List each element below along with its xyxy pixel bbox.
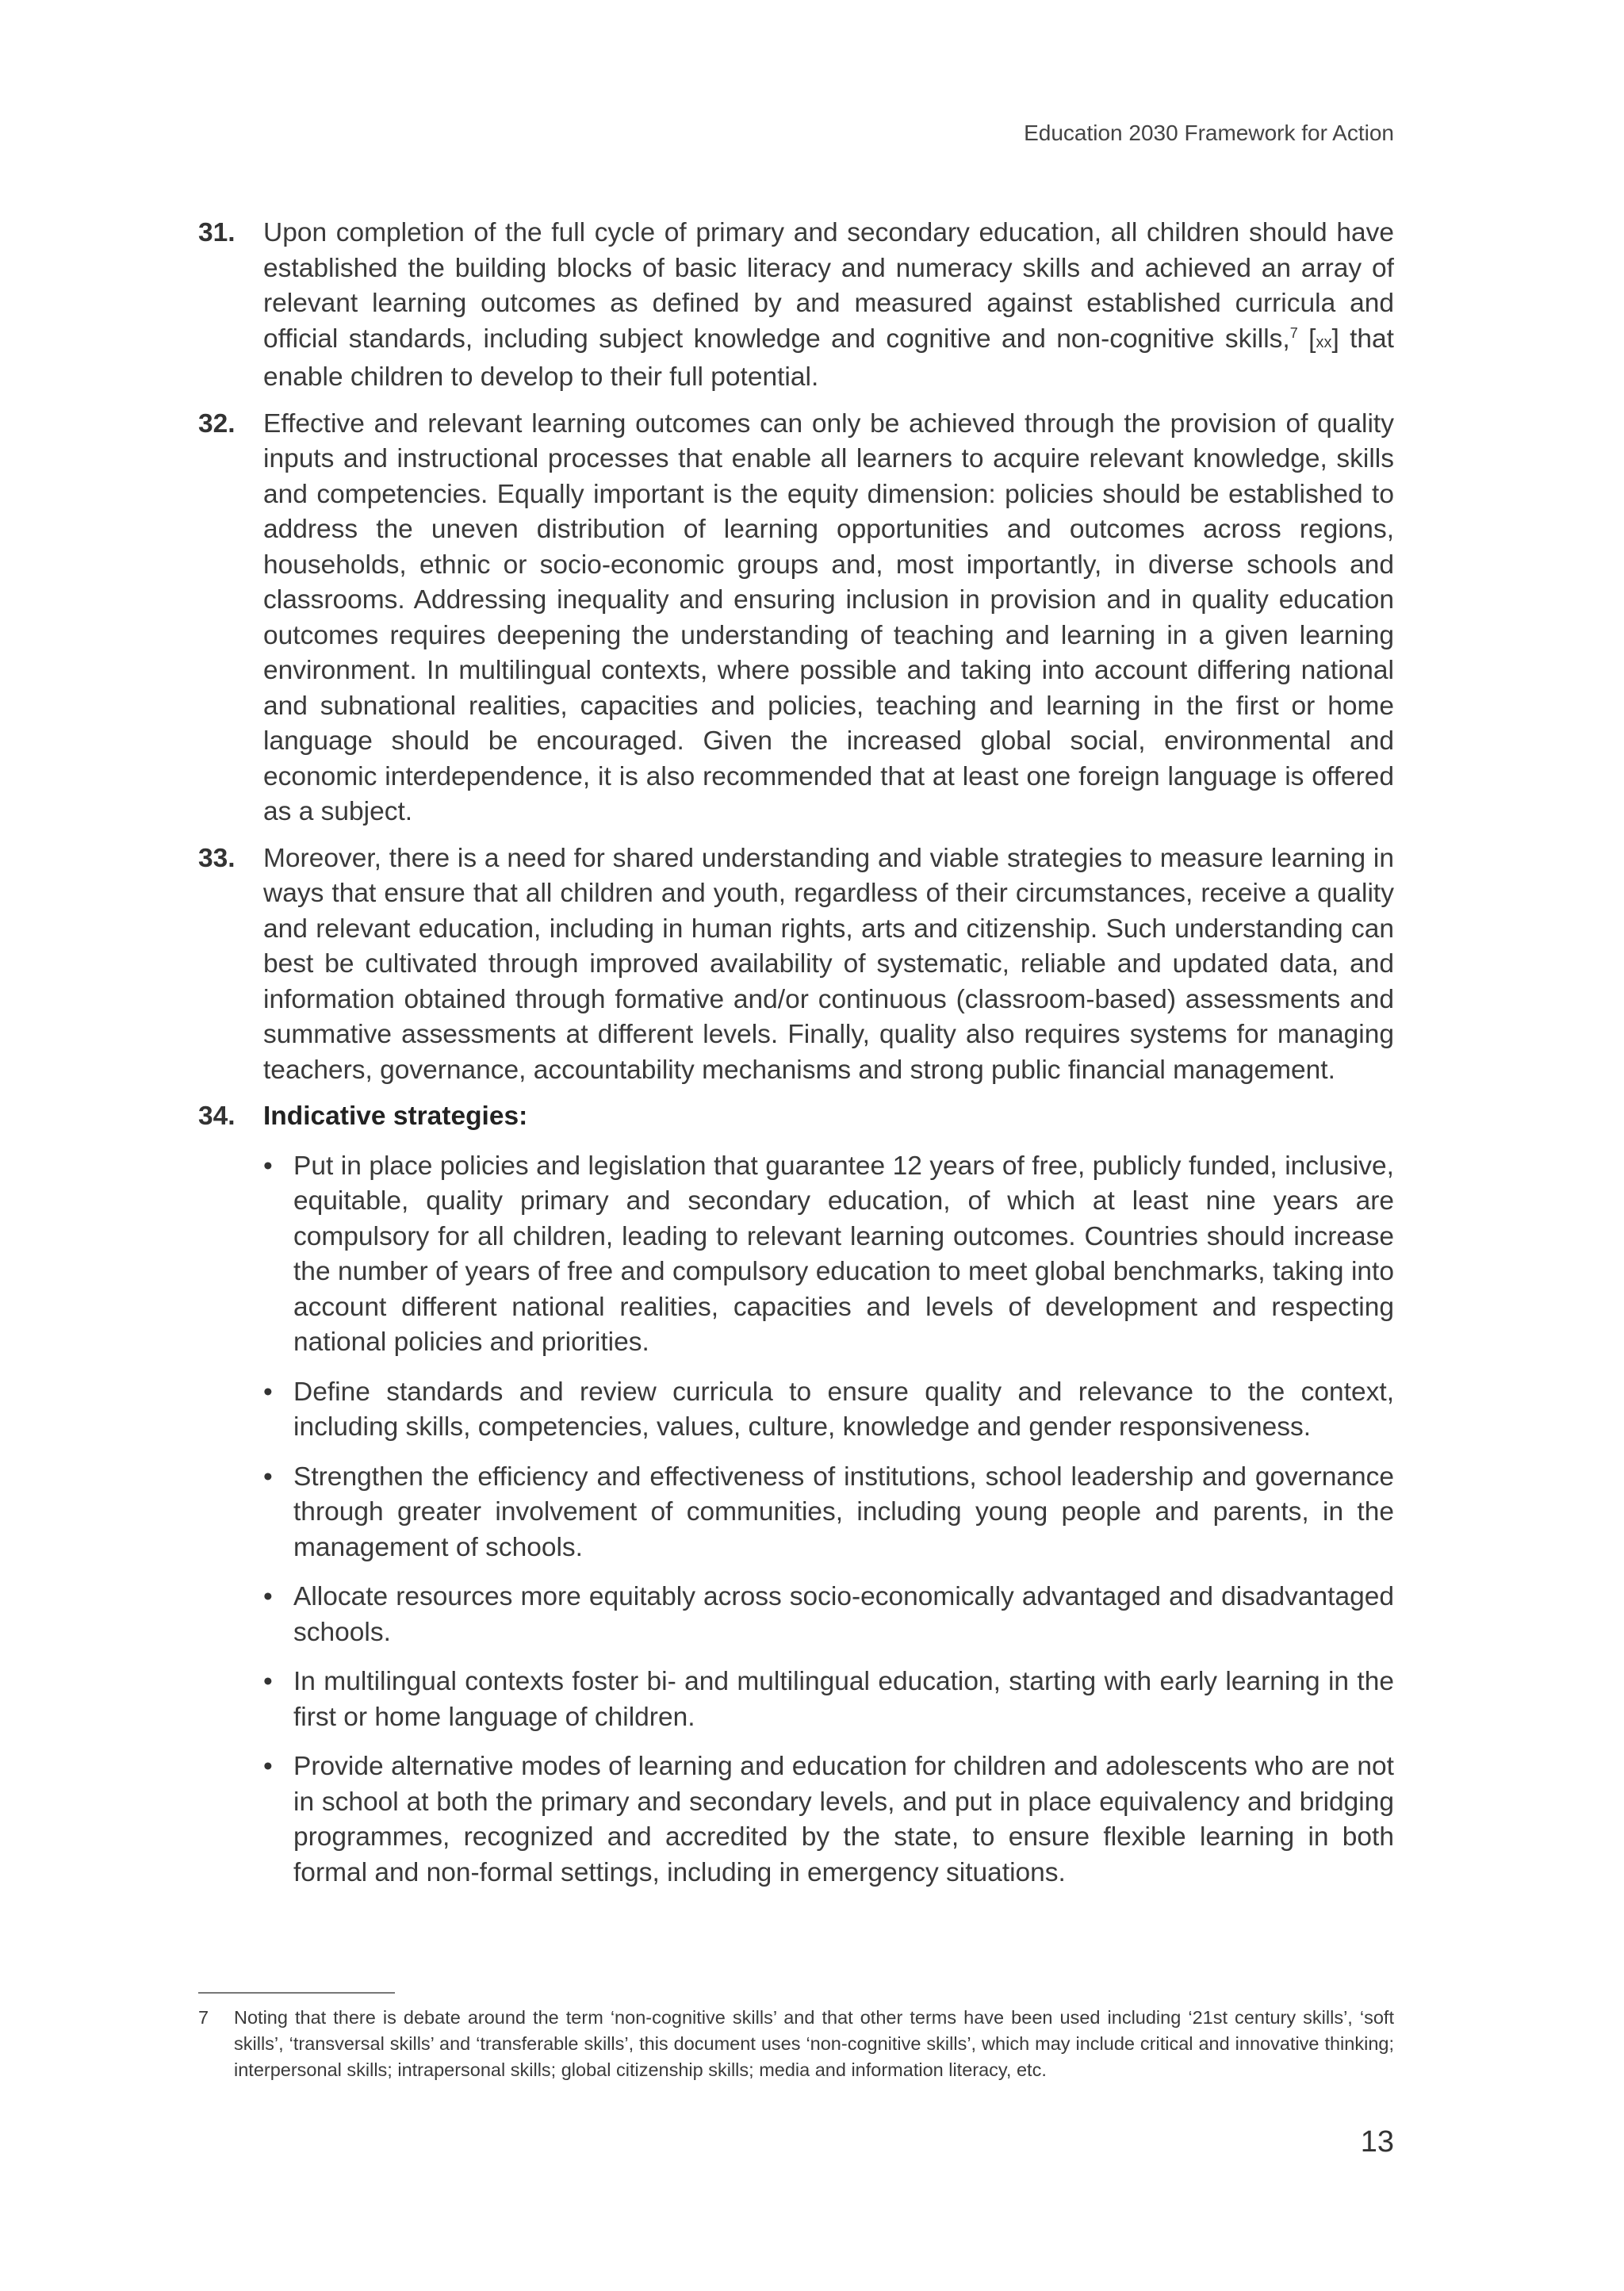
list-item: [263, 1149, 1394, 1361]
placeholder-mark: xx: [1316, 333, 1332, 351]
paragraph-31: [198, 216, 1394, 396]
footnote-number: 7: [198, 2007, 209, 2028]
paragraph-33: [198, 841, 1394, 1089]
list-item: [263, 1749, 1394, 1891]
body-text: [198, 216, 1394, 1905]
list-item-text: Provide alternative modes of learning and education for children and adolescents who are not in school at both the primary and secondary levels, and put in place equivalency and bridging programmes, recognized and accredited by the state, to ensure flexible learning in both formal and non-formal settings, including in emergency situations.: [293, 1752, 1394, 1887]
bullet-icon: •: [263, 1582, 273, 1611]
list-item-text: In multilingual contexts foster bi- and multilingual education, starting with early learning in the first or home language of children.: [293, 1667, 1394, 1732]
list-item-text: Define standards and review curricula to ensure quality and relevance to the context, including skills, competencies, values, culture, knowledge and gender responsiveness.: [293, 1377, 1394, 1442]
footnote-divider: [198, 1992, 395, 1994]
paragraph-number: 32.: [198, 408, 236, 439]
footnote: [198, 2005, 1394, 2083]
page-number: 13: [1360, 2125, 1394, 2159]
paragraph-34: [198, 1099, 1394, 1135]
bullet-icon: •: [263, 1151, 273, 1181]
paragraph-number: 34.: [198, 1101, 236, 1131]
paragraph-text: Upon completion of the full cycle of primary and secondary education, all children should have established the building blocks of basic literacy and numeracy skills and achieved an array of relevant learning outcomes as defined by and measured against established curricula and official standards, including subject knowledge and cognitive and non-cognitive skills,: [263, 218, 1394, 354]
list-item-text: Allocate resources more equitably across socio-economically advantaged and disadvantaged schools.: [293, 1582, 1394, 1647]
paragraph-32: [198, 407, 1394, 830]
list-item-text: Put in place policies and legislation that guarantee 12 years of free, publicly funded, inclusive, equitable, quality primary and secondary education, of which at least nine years are compulsory for all children, leading to relevant learning outcomes. Countries should increase the number of years of free and compulsory education to meet global benchmarks, taking into account different national realities, capacities and levels of development and respecting national policies and priorities.: [293, 1151, 1394, 1357]
footnote-reference[interactable]: 7: [1289, 324, 1298, 341]
bullet-icon: •: [263, 1462, 273, 1492]
paragraph-text: Moreover, there is a need for shared understanding and viable strategies to measure learning in ways that ensure that all children and youth, regardless of their circumstances, receive a quality and relevant education, including in human rights, arts and citizenship. Such understanding can best be cultivated through improved availability of systematic, reliable and updated data, and information obtained through formative and/or continuous (classroom-based) assessments and summative assessments at different levels. Finally, quality also requires systems for managing teachers, governance, accountability mechanisms and strong public financial management.: [263, 843, 1394, 1085]
list-item-text: Strengthen the efficiency and effectiveness of institutions, school leadership and governance through greater involvement of communities, including young people and parents, in the management of schools.: [293, 1462, 1394, 1562]
strategies-list: [198, 1149, 1394, 1891]
paragraph-text-continued: ] that enable children to develop to their full potential.: [263, 324, 1394, 392]
paragraph-number: 31.: [198, 218, 236, 247]
footnote-text: Noting that there is debate around the term ‘non-cognitive skills’ and that other terms have been used including ‘21st century skills’, ‘soft skills’, ‘transversal skills’ and ‘transferable skills’, this document uses ‘non-cognitive skills’, which may include critical and innovative thinking; interpersonal skills; intrapersonal skills; global citizenship skills; media and information literacy, etc.: [234, 2007, 1394, 2080]
bullet-icon: •: [263, 1752, 273, 1781]
running-header: Education 2030 Framework for Action: [1024, 121, 1394, 145]
list-item: [263, 1665, 1394, 1735]
bullet-icon: •: [263, 1377, 273, 1407]
section-heading: Indicative strategies:: [263, 1101, 528, 1131]
list-item: [263, 1460, 1394, 1566]
bracket-open: [: [1297, 324, 1316, 354]
list-item: [263, 1580, 1394, 1650]
paragraph-number: 33.: [198, 843, 236, 873]
bullet-icon: •: [263, 1667, 273, 1696]
list-item: [263, 1375, 1394, 1446]
paragraph-text: Effective and relevant learning outcomes can only be achieved through the provision of quality inputs and instructional processes that enable all learners to acquire relevant knowledge, skills and competencies. Equally important is the equity dimension: policies should be established to address the uneven distribution of learning opportunities and outcomes across regions, households, ethnic or socio-economic groups and, most importantly, in diverse schools and classrooms. Addressing inequality and ensuring inclusion in provision and in quality education outcomes requires deepening the understanding of teaching and learning in a given learning environment. In multilingual contexts, where possible and taking into account differing national and subnational realities, capacities and policies, teaching and learning in the first or home language should be encouraged. Given the increased global social, environmental and economic interdependence, it is also recommended that at least one foreign language is offered as a subject.: [263, 408, 1394, 826]
